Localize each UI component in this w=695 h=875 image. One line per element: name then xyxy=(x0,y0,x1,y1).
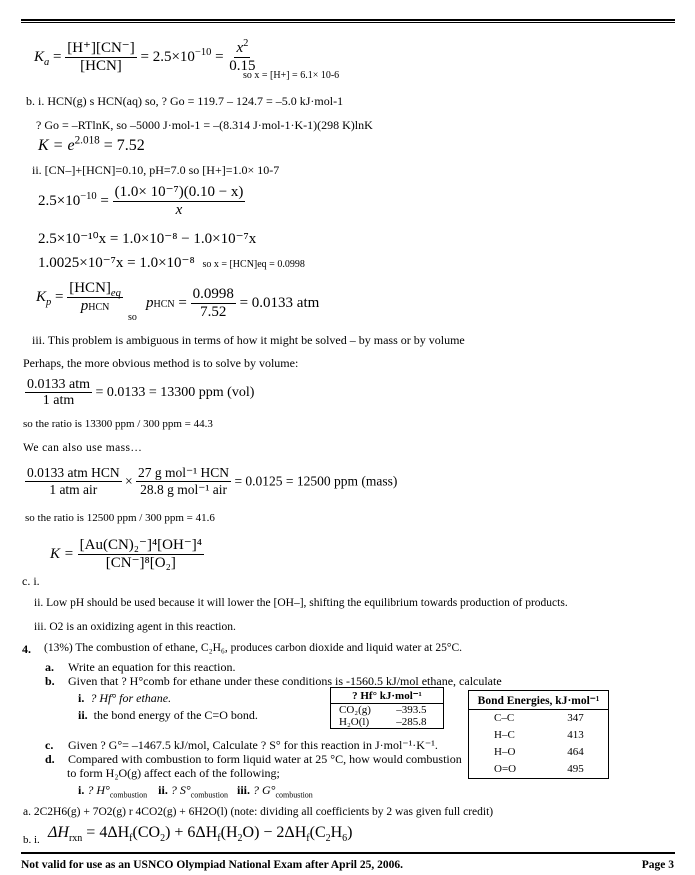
page-number: Page 3 xyxy=(641,859,674,871)
mass-result: = 0.0125 = 12500 ppm (mass) xyxy=(234,473,398,489)
volume-fraction xyxy=(25,377,92,409)
phcn-fraction xyxy=(191,286,236,321)
footer-rule xyxy=(21,852,675,854)
kp-equation: $K_p$ = $\frac{[HCN]_{eq}}{\text{pHCN}}$ xyxy=(36,280,121,314)
value-cell: 495 xyxy=(567,763,584,775)
q4-b-i xyxy=(78,691,171,706)
eq-part: (H xyxy=(220,824,238,841)
q4-b-ii-text: the bond energy of the C=O bond. xyxy=(93,708,258,722)
q4-b-ii-label: ii. xyxy=(78,708,88,722)
ka-symbol: K xyxy=(34,48,45,65)
num-sub: 6 xyxy=(342,833,348,845)
eq1-denominator: x xyxy=(175,201,183,218)
q4-b-label: b. xyxy=(45,674,55,688)
q4-d-i-label: i. xyxy=(78,783,85,797)
num-sub: 2 xyxy=(160,833,166,845)
eq-part: ) xyxy=(347,824,353,841)
eq-part: (C xyxy=(309,824,326,841)
answer-b-label: b. i. xyxy=(23,834,40,846)
bond-cell: C–C xyxy=(494,712,515,724)
mass-denominator-2: 28.8 g mol⁻¹ air xyxy=(140,481,227,497)
species-cell: H₂O(l) xyxy=(339,716,370,728)
q4-c-label: c. xyxy=(45,738,54,752)
table-row xyxy=(331,716,444,729)
phcn-result: = 0.0133 atm xyxy=(239,294,320,311)
f-sub: f xyxy=(129,833,133,845)
eq-part: H xyxy=(330,824,343,841)
kp-num-sub: eq xyxy=(110,288,121,299)
volume-numerator: 0.0133 atm xyxy=(27,377,90,392)
volume-ratio: so the ratio is 13300 ppm / 300 ppm = 44.3 xyxy=(23,418,213,430)
mass-intro: We can also use mass… xyxy=(23,442,143,454)
q4-d-text2: to form H₂O(g) affect each of the following; xyxy=(67,766,280,780)
header-rule-thin xyxy=(21,22,675,23)
k-equation xyxy=(38,134,145,155)
value-cell: –285.8 xyxy=(396,716,427,728)
phcn-equation: pHCN = $\frac{0.0998}{7.52}$ = 0.0133 atm xyxy=(146,286,320,320)
bond-energies-table xyxy=(468,690,609,779)
k-exponent: 2.018 xyxy=(74,134,100,147)
eq-part: O) − 2ΔH xyxy=(242,824,307,841)
q4-d-iii-sub: combustion xyxy=(275,790,313,800)
mass-ratio: so the ratio is 12500 ppm / 300 ppm = 41.6 xyxy=(25,512,215,524)
rxn-sub: rxn xyxy=(68,833,83,845)
table-row xyxy=(331,704,444,717)
ka-numerator: [H⁺][CN⁻] xyxy=(67,40,135,56)
species-cell: CO₂(g) xyxy=(339,704,371,716)
eq-part: ) + 6ΔH xyxy=(165,824,218,841)
kp-so: so xyxy=(128,312,137,323)
table-row xyxy=(469,761,609,779)
x2-denominator: 0.15 xyxy=(229,57,256,74)
q4-d-ii-label: ii. xyxy=(158,783,168,797)
volume-denominator: 1 atm xyxy=(42,393,75,409)
header-rule xyxy=(21,19,675,21)
q4-d-iii-text: ? G° xyxy=(253,783,276,797)
answer-a: a. 2C2H6(g) + 7O2(g) r 4CO2(g) + 6H2O(l) (note: dividing all coefficients by 2 was given full credit) xyxy=(23,806,494,818)
eq1: $2.5\times 10^{-10}$ = $\frac{\text{(1.0× 10⁻⁷)(0.10 − x)}}{x}$ xyxy=(38,184,244,218)
eq-part: (CO xyxy=(132,824,161,841)
eq1-numerator: (1.0× 10⁻⁷)(0.10 − x) xyxy=(114,184,244,200)
b-iii-line2: Perhaps, the more obvious method is to solve by volume: xyxy=(23,356,299,370)
table-row xyxy=(469,727,609,744)
mass-fraction-1 xyxy=(25,466,122,497)
ka-subscript: a xyxy=(44,56,50,68)
ka-fraction xyxy=(65,40,137,75)
q4-d xyxy=(45,752,462,767)
eq1-fraction xyxy=(113,184,246,219)
kp-numerator: [HCN] xyxy=(69,280,111,296)
eq1-exp: −10 xyxy=(80,190,97,202)
q4-a xyxy=(45,660,235,675)
eq3-text: 1.0025×10⁻⁷x = 1.0×10⁻⁸ xyxy=(38,255,195,271)
f-sub: f xyxy=(217,833,221,845)
k-au-label: K = xyxy=(50,545,74,562)
f-sub: f xyxy=(306,833,310,845)
ka-denominator: [HCN] xyxy=(80,57,122,74)
question-number: 4. xyxy=(22,642,31,656)
k-au-fraction xyxy=(78,537,204,572)
q4-a-label: a. xyxy=(45,660,54,674)
phcn-numerator: 0.0998 xyxy=(192,286,234,302)
c-i-label: c. i. xyxy=(22,574,40,588)
q4-d-iii-label: iii. xyxy=(236,783,250,797)
q4-d-i-sub: combustion xyxy=(109,790,148,800)
q4-d-parts xyxy=(78,783,313,798)
mass-fraction-2 xyxy=(136,466,231,497)
volume-equation xyxy=(25,377,254,409)
delta-h: ΔH xyxy=(48,824,69,841)
mass-numerator-1: 0.0133 atm HCN xyxy=(27,465,120,480)
bond-cell: O=O xyxy=(494,763,517,775)
ka-exponent: −10 xyxy=(194,46,212,58)
mass-equation xyxy=(25,466,397,497)
eq-part: = 4ΔH xyxy=(82,824,130,841)
q4-b-i-label: i. xyxy=(78,691,85,705)
phcn-symbol: p xyxy=(146,294,154,311)
phcn-sub: HCN xyxy=(153,298,175,310)
bond-cell: H–C xyxy=(494,729,515,741)
volume-result: = 0.0133 = 13300 ppm (vol) xyxy=(95,385,255,401)
num-sub: 2 xyxy=(325,833,331,845)
q4-b-i-text: ? Hf° for ethane. xyxy=(90,691,172,705)
x-variable: x xyxy=(236,40,244,56)
value-cell: 347 xyxy=(567,712,584,724)
k-au-equation xyxy=(50,537,204,572)
value-cell: –393.5 xyxy=(396,704,427,716)
table-row xyxy=(469,744,609,761)
q4-b-text: Given that ? H°comb for ethane under these conditions is -1560.5 kJ/mol ethane, calculate xyxy=(68,674,502,688)
table-row xyxy=(469,710,609,728)
eq1-lhs: 2.5×10 xyxy=(38,192,81,209)
ka-value: = 2.5×10 xyxy=(140,48,195,65)
q4-c xyxy=(45,738,438,753)
kp-den-sub: HCN xyxy=(88,301,110,313)
eq3 xyxy=(38,253,305,272)
value-cell: 413 xyxy=(567,729,584,741)
question-stem: (13%) The combustion of ethane, C₂H₆, produces carbon dioxide and liquid water at 25°C. xyxy=(44,642,462,654)
c-iii-text: iii. O2 is an oxidizing agent in this reaction. xyxy=(34,621,236,633)
answer-b-equation xyxy=(48,824,353,845)
q4-d-i-text: ? H° xyxy=(87,783,110,797)
bond-cell: H–O xyxy=(494,746,516,758)
kp-denominator: p xyxy=(80,297,89,314)
q4-b-ii xyxy=(78,708,258,723)
so-x-note: so x = [H+] = 6.1× 10-6 xyxy=(243,70,340,81)
footer-notice: Not valid for use as an USNCO Olympiad National Exam after April 25, 2006. xyxy=(21,859,403,871)
mass-numerator-2: 27 g mol⁻¹ HCN xyxy=(138,465,230,480)
eq2: 2.5×10⁻¹⁰x = 1.0×10⁻⁸ − 1.0×10⁻⁷x xyxy=(38,231,257,247)
bond-table-header: Bond Energies, kJ·mol⁻¹ xyxy=(469,691,609,710)
equals-sign: = xyxy=(211,48,228,65)
eq3-note: so x = [HCN]eq = 0.0998 xyxy=(202,259,305,270)
q4-d-ii-sub: combustion xyxy=(190,790,228,800)
enthalpy-table-header: ? Hf° kJ·mol⁻¹ xyxy=(331,688,444,704)
x-exponent: 2 xyxy=(243,38,249,49)
c-ii-text: ii. Low pH should be used because it will lower the [OH–], shifting the equilibrium towards production of products. xyxy=(34,597,568,609)
kp-subscript: p xyxy=(46,296,52,308)
times-sign: × xyxy=(125,473,133,489)
kp-symbol: K xyxy=(36,288,47,305)
value-cell: 464 xyxy=(567,746,584,758)
kp-fraction xyxy=(67,280,123,315)
k-lhs: K = e xyxy=(38,137,75,154)
k-au-denominator: [CN⁻]⁸[O₂] xyxy=(105,554,176,571)
mass-denominator-1: 1 atm air xyxy=(49,481,98,497)
q4-d-ii-text: ? S° xyxy=(170,783,191,797)
b-i-line2: ? Go = –RTlnK, so –5000 J·mol-1 = –(8.314 J·mol-1·K-1)(298 K)lnK xyxy=(36,118,373,132)
k-au-numerator: [Au(CN)₂⁻]⁴[OH⁻]⁴ xyxy=(79,537,202,553)
q4-a-text: Write an equation for this reaction. xyxy=(68,660,236,674)
k-result: = 7.52 xyxy=(99,137,145,154)
enthalpy-table xyxy=(330,687,444,729)
num-sub: 2 xyxy=(237,833,243,845)
b-i-line1: b. i. HCN(g) s HCN(aq) so, ? Go = 119.7 – 124.7 = –5.0 kJ·mol-1 xyxy=(26,94,344,108)
b-ii-line1: ii. [CN–]+[HCN]=0.10, pH=7.0 so [H+]=1.0× 10-7 xyxy=(32,163,280,177)
b-iii-line1: iii. This problem is ambiguous in terms of how it might be solved – by mass or by volume xyxy=(32,333,465,347)
phcn-denominator: 7.52 xyxy=(200,303,227,320)
q4-c-text: Given ? G°= –1467.5 kJ/mol, Calculate ? S° for this reaction in J·mol⁻¹·K⁻¹. xyxy=(68,738,438,752)
ka-equation: $K_a$ = $\frac{[H^+][CN^-]}{\text{[HCN]}}$ = $2.5\times 10^{-10}$ = $\frac{x^2}{0.15}$ xyxy=(34,38,256,74)
q4-d-text1: Compared with combustion to form liquid water at 25 °C, how would combustion xyxy=(68,752,462,766)
q4-d-label: d. xyxy=(45,752,55,766)
